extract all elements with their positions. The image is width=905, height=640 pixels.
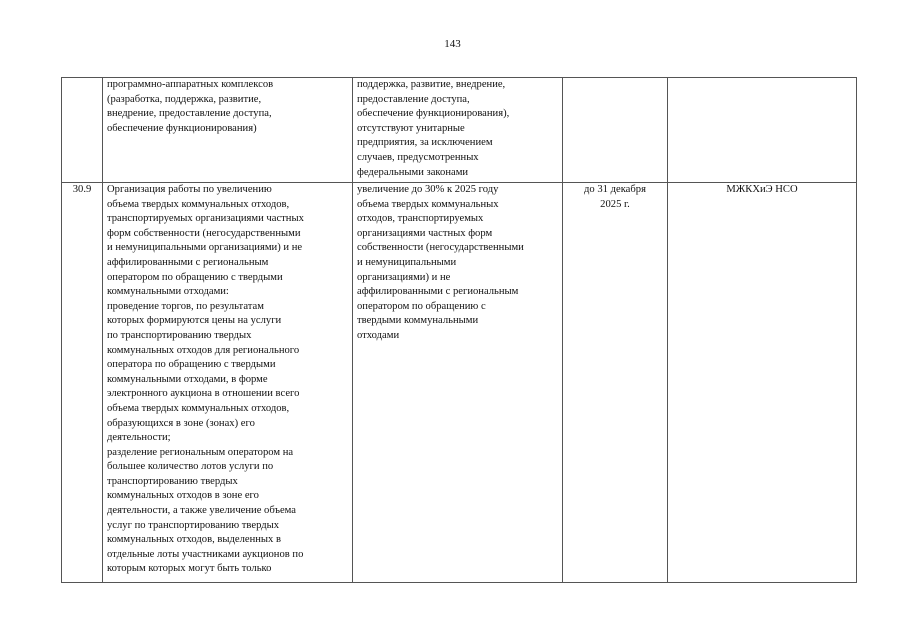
cell-text-line: коммунальных отходов в зоне его	[107, 490, 259, 502]
cell-text-line: объема твердых коммунальных отходов,	[107, 198, 290, 210]
cell-text-line: отходами	[357, 329, 400, 341]
table-row	[62, 183, 857, 583]
row-number-cell	[62, 78, 103, 183]
action-cell	[103, 183, 353, 583]
deadline-cell	[563, 183, 668, 583]
cell-text-line: программно-аппаратных комплексов	[107, 79, 274, 90]
cell-text-line: 2025 г.	[600, 198, 630, 210]
cell-text-line: коммунальных отходов для регионального	[107, 344, 300, 356]
cell-text-line: отходов, транспортируемых	[357, 213, 484, 225]
cell-text-line: которым которых могут быть только	[107, 563, 272, 575]
cell-text-line: твердыми коммунальными	[357, 315, 479, 327]
cell-text-line: (разработка, поддержка, развитие,	[107, 93, 262, 105]
responsible-cell	[668, 78, 857, 183]
cell-text-line: и немуниципальными организациями) и не	[107, 242, 303, 254]
cell-text-line: форм собственности (негосударственными	[107, 227, 301, 239]
cell-text-line: по транспортированию твердых	[107, 329, 252, 341]
action-cell	[103, 78, 353, 183]
indicator-cell	[353, 183, 563, 583]
cell-text-line: предоставление доступа,	[357, 93, 470, 105]
cell-text-line: предприятия, за исключением	[357, 137, 493, 149]
cell-text-line: проведение торгов, по результатам	[107, 300, 264, 312]
cell-text-line: электронного аукциона в отношении всего	[107, 388, 300, 400]
cell-text-line: собственности (негосударственными	[357, 242, 524, 254]
measures-table	[61, 77, 857, 583]
table-row	[62, 78, 857, 183]
cell-text-line: случаев, предусмотренных	[357, 151, 479, 163]
cell-text-line: оператора по обращению с твердыми	[107, 359, 276, 371]
cell-text-line: увеличение до 30% к 2025 году	[357, 184, 499, 195]
cell-text-line: объема твердых коммунальных	[357, 198, 499, 210]
cell-text-line: транспортированию твердых	[107, 475, 238, 487]
responsible-cell: МЖКХиЭ НСО	[668, 183, 857, 583]
cell-text-line: услуг по транспортированию твердых	[107, 519, 280, 531]
deadline-cell	[563, 78, 668, 183]
cell-text-line: и немуниципальными	[357, 256, 457, 268]
cell-text-line: отдельные лоты участниками аукционов по	[107, 548, 304, 560]
cell-text-line: отсутствуют унитарные	[357, 122, 465, 134]
cell-text-line: аффилированными с региональным	[107, 256, 269, 268]
cell-text-line: федеральными законами	[357, 166, 469, 178]
cell-text-line: обеспечение функционирования)	[107, 122, 257, 134]
cell-text-line: аффилированными с региональным	[357, 286, 519, 298]
cell-text-line: коммунальными отходами:	[107, 286, 229, 298]
cell-text-line: коммунальными отходами, в форме	[107, 373, 268, 385]
cell-text-line: оператором по обращению с твердыми	[107, 271, 283, 283]
cell-text-line: большее количество лотов услуги по	[107, 461, 274, 473]
cell-text-line: оператором по обращению с	[357, 300, 486, 312]
cell-text-line: поддержка, развитие, внедрение,	[357, 79, 506, 90]
cell-text-line: внедрение, предоставление доступа,	[107, 108, 272, 120]
cell-text-line: деятельности;	[107, 432, 171, 444]
row-number-cell: 30.9	[62, 183, 103, 583]
cell-text-line: образующихся в зоне (зонах) его	[107, 417, 255, 429]
cell-text-line: транспортируемых организациями частных	[107, 213, 304, 225]
cell-text-line: организациями частных форм	[357, 227, 493, 239]
cell-text-line: организациями) и не	[357, 271, 451, 283]
indicator-cell	[353, 78, 563, 183]
cell-text-line: коммунальных отходов, выделенных в	[107, 534, 281, 546]
cell-text-line: деятельности, а также увеличение объема	[107, 505, 296, 517]
cell-text-line: объема твердых коммунальных отходов,	[107, 402, 290, 414]
cell-text-line: до 31 декабря	[584, 184, 646, 195]
cell-text-line: обеспечение функционирования),	[357, 108, 510, 120]
cell-text-line: которых формируются цены на услуги	[107, 315, 282, 327]
cell-text-line: разделение региональным оператором на	[107, 446, 294, 458]
page-number: 143	[444, 38, 461, 50]
cell-text-line: Организация работы по увеличению	[107, 184, 272, 195]
